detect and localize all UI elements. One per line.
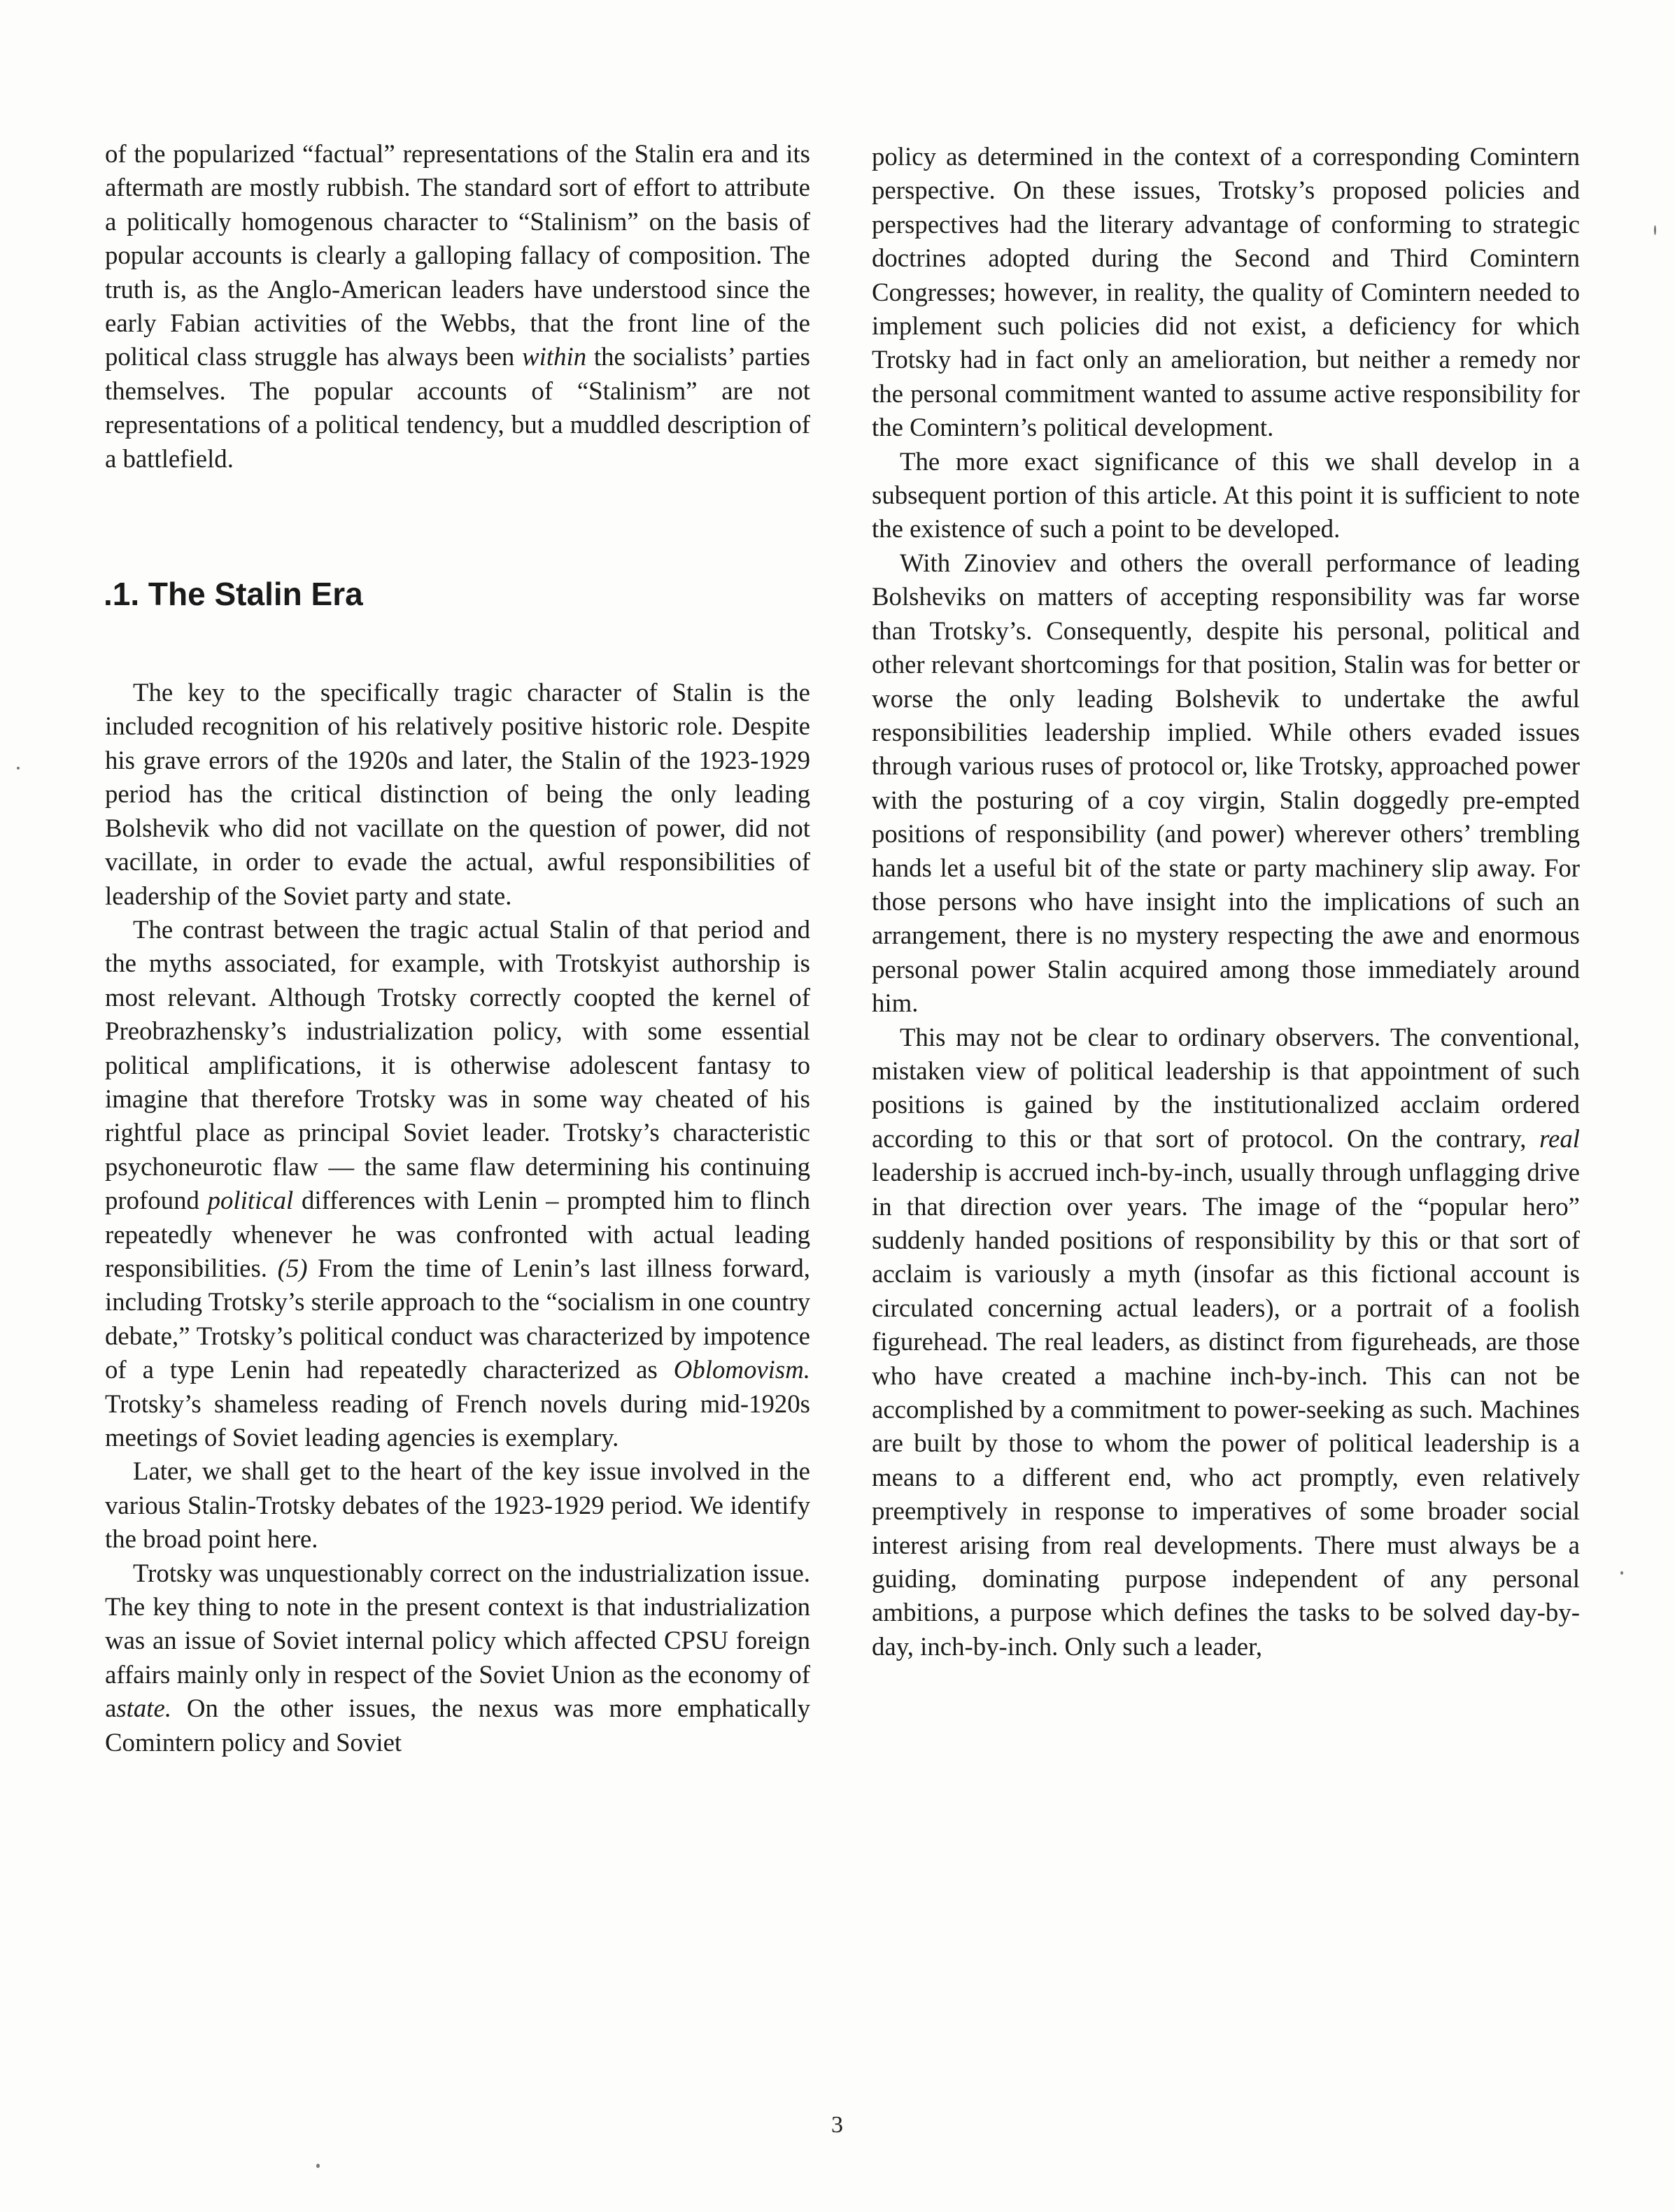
right-paragraph-0: policy as determined in the context of a corresponding Comintern perspective. On these issues, Trotsky’s proposed policies and perspectives had the literary advantage of conforming to strategic doctrines adopted during the Second and Third Comintern Congresses; however, in reality, the quality of Comintern needed to implement such policies did not exist, a deficiency for which Trotsky had in fact only an amelioration, but neither a remedy nor the personal commitment wanted to assume active responsibility for the Comintern’s political development. <box>872 142 1580 442</box>
left-paragraph-1: The key to the specifically tragic character of Stalin is the included recognition of his relatively positive historic role. Despite his grave errors of the 1920s and later, the Stalin of the 1923-1929 period has the critical distinction of being the only leading Bolshevik who did not vacillate on the question of power, did not vacillate, in order to evade the actual, awful responsibilities of leadership of the Soviet party and state. <box>105 678 810 910</box>
section-heading: .1. The Stalin Era <box>104 576 363 613</box>
text-run: The contrast between the tragic actual Stalin of that period and the myths associated, for example, with Trotskyist authorship is most relevant. Although Trotsky correctly coopted the kernel of Preobrazhensky’s industrialization policy, with some essential political amplifications, it is otherwise adolescent fantasy to imagine that therefore Trotsky was in some way cheated of his rightful place as principal Soviet leader. Trotsky’s characteristic psychoneurotic flaw — the same flaw determining his continuing profound <box>105 914 810 1215</box>
text-run: On the other issues, the nexus was more emphatically Comintern policy and Soviet <box>105 1694 810 1757</box>
right-paragraph-3 <box>872 1021 1580 1664</box>
text-run: From the time of Lenin’s last illness forward, including Trotsky’s sterile approach to the “socialism in one country debate,” Trotsky’s political conduct was characterized by impotence of a type Lenin had repeatedly characterized as <box>105 1253 810 1384</box>
emphasis-state: state. <box>116 1694 172 1723</box>
text-run: This may not be clear to ordinary observers. The conventional, mistaken view of political leadership is that appointment of such positions is gained by the institutionalized acclaim ordered according to this or that sort of protocol. On the contrary, <box>872 1022 1580 1153</box>
scan-speck <box>316 2164 320 2168</box>
text-run: the socialists’ parties themselves. The popular accounts of “Stalinism” are not representations of a political tendency, but a muddled description of a battlefield. <box>105 342 811 473</box>
page-number: 3 <box>831 2112 843 2138</box>
text-run: of the popularized “factual” representations of the Stalin era and its aftermath are mostly rubbish. The standard sort of effort to attribute a politically homogenous character to “Stalinism” on the basis of popular accounts is clearly a galloping fallacy of composition. The truth is, as the Anglo-American leaders have understood since the early Fabian activities of the Webbs, that the front line of the political class struggle has always been <box>105 139 810 371</box>
emphasis-real: real <box>1539 1123 1580 1153</box>
text-run: Trotsky’s shameless reading of French novels during mid-1920s meetings of Soviet leading agencies is exemplary. <box>105 1389 810 1452</box>
scan-speck <box>17 767 20 770</box>
left-paragraph-2 <box>105 913 810 1455</box>
emphasis-within: within <box>522 342 587 371</box>
emphasis-political: political <box>207 1186 294 1215</box>
right-paragraph-2: With Zinoviev and others the overall performance of leading Bolsheviks on matters of accepting responsibility was far worse than Trotsky’s. Consequently, despite his personal, political and other relevant shortcomings for that position, Stalin was for better or worse the only leading Bolshevik to undertake the awful responsibilities leadership implied. While others evaded issues through various ruses of protocol or, like Trotsky, approached power with the posturing of a coy virgin, Stalin doggedly pre-empted positions of responsibility (and power) wherever others’ trembling hands let a useful bit of the state or party machinery slip away. For those persons who have insight into the implications of such an arrangement, there is no mystery respecting the awe and enormous personal power Stalin acquired among those immediately around him. <box>872 548 1580 1018</box>
text-run: Trotsky was unquestionably correct on the industrialization issue. The key thing to note in the present context is that industrialization was an issue of Soviet internal policy which affected CPSU foreign affairs mainly only in respect of the Soviet Union as the economy of a <box>105 1558 810 1723</box>
right-column <box>872 140 1580 1664</box>
text-run: leadership is accrued inch-by-inch, usually through unflagging drive in that direction over years. The image of the “popular hero” suddenly handed positions of responsibility by this or that sort of acclaim is variously a myth (insofar as this fictional account is circulated concerning actual leaders), or a portrait of a foolish figurehead. The real leaders, as distinct from figureheads, are those who have created a machine inch-by-inch. This can not be accomplished by a commitment to power-seeking as such. Machines are built by those to whom the power of political leadership is a means to a different end, who act promptly, even relatively preemptively in response to imperatives of some broader social interest arising from real developments. There must always be a guiding, dominating purpose independent of any personal ambitions, a purpose which defines the tasks to be solved day-by-day, inch-by-inch. Only such a leader, <box>872 1158 1580 1661</box>
left-paragraph-0 <box>105 137 810 476</box>
text-run: differences with Lenin – prompted him to flinch repeatedly whenever he was confronted with actual leading responsibilities. <box>105 1186 810 1282</box>
right-paragraph-1: The more exact significance of this we shall develop in a subsequent portion of this article. At this point it is sufficient to note the existence of such a point to be developed. <box>872 446 1580 544</box>
left-paragraph-4 <box>105 1557 810 1759</box>
left-column <box>105 137 810 1759</box>
left-paragraph-3: Later, we shall get to the heart of the key issue involved in the various Stalin-Trotsky debates of the 1923-1929 period. We identify the broad point here. <box>105 1456 810 1554</box>
scan-speck <box>1654 225 1656 235</box>
emphasis-oblomovism: Oblomovism. <box>673 1355 810 1384</box>
scan-speck <box>1620 1571 1623 1575</box>
footnote-reference: (5) <box>277 1253 308 1282</box>
